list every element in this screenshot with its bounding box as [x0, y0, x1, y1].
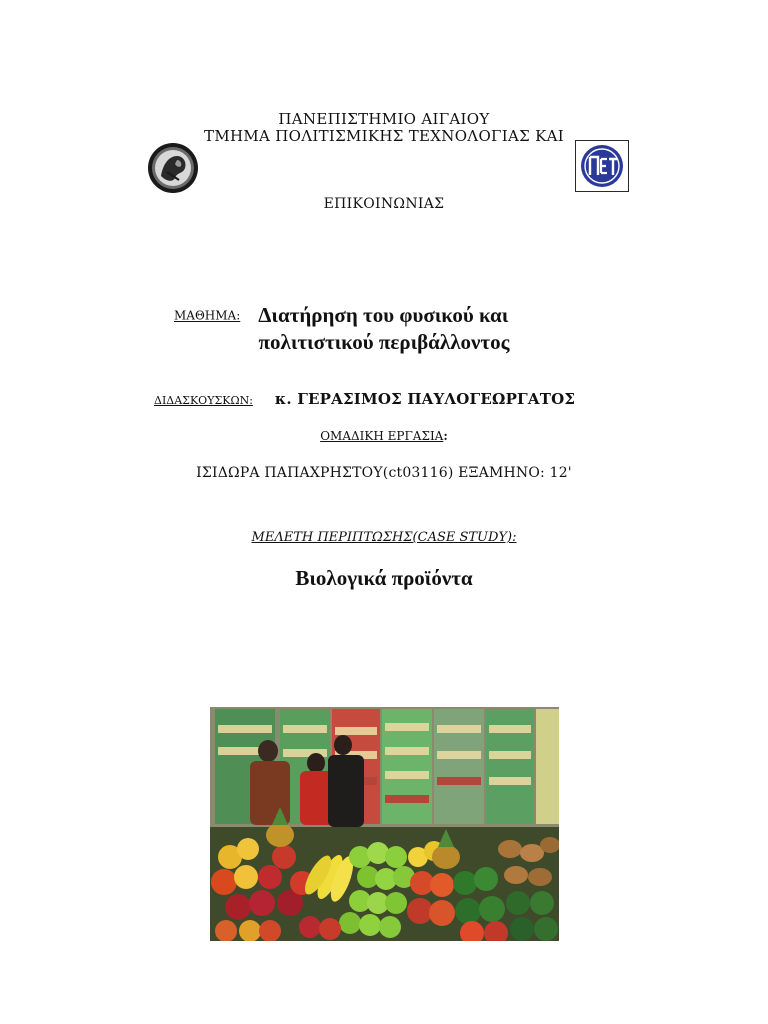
- group-work-label: ΟΜΑΔΙΚΗ ΕΡΓΑΣΙΑ: [320, 429, 444, 443]
- student-line: ΙΣΙΔΩΡΑ ΠΑΠΑΧΡΗΣΤΟΥ(ct03116) ΕΞΑΜΗΝΟ: 12': [196, 465, 572, 481]
- department-name-cont: ΕΠΙΚΟΙΝΩΝΙΑΣ: [323, 196, 445, 212]
- topic-title: Βιολογικά προϊόντα: [295, 566, 473, 590]
- group-work-heading: [0, 429, 768, 443]
- group-work-colon: :: [443, 429, 448, 443]
- case-study-heading: [0, 530, 768, 545]
- department-name: ΤΜΗΜΑ ΠΟΛΙΤΙΣΜΙΚΗΣ ΤΕΧΝΟΛΟΓΙΑΣ ΚΑΙ: [204, 127, 564, 145]
- course-title-line2: πολιτιστικού περιβάλλοντος: [258, 330, 510, 354]
- course-label: ΜΑΘΗΜΑ:: [174, 308, 241, 323]
- department-logo-icon: [575, 140, 629, 192]
- course-row: [174, 303, 634, 328]
- case-study-label: ΜΕΛΕΤΗ ΠΕΡΙΠΤΩΣΗΣ(CASE STUDY):: [251, 530, 517, 545]
- teacher-row: [154, 389, 634, 408]
- teacher-label: ΔΙΔΑΣΚΟΥΣΚΩΝ:: [154, 394, 253, 407]
- course-title-line1: Διατήρηση του φυσικού και: [258, 303, 509, 327]
- university-name: ΠΑΝΕΠΙΣΤΗΜΙΟ ΑΙΓΑΙΟΥ: [278, 110, 490, 128]
- teacher-name: κ. ΓΕΡΑΣΙΜΟΣ ΠΑΥΛΟΓΕΩΡΓΑΤΟΣ: [274, 390, 576, 408]
- organic-produce-market-photo: [210, 707, 559, 941]
- university-seal-icon: [147, 142, 199, 194]
